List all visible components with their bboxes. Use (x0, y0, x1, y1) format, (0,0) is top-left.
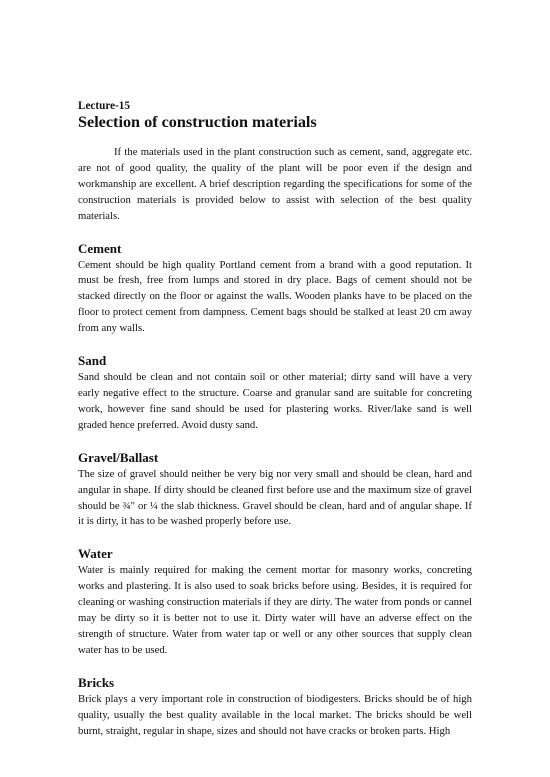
section-heading-water: Water (78, 546, 113, 562)
page-title: Selection of construction materials (78, 113, 317, 131)
section-body-gravel: The size of gravel should neither be very big nor very small and should be clean, hard and angular in shape. If dirty should be cleaned first before use and the maximum size of gravel should be ¾" or ¼ the slab thickness. Gravel should be clean, hard and of angular shape. If it is dirty, it has to be washed properly before use. (78, 467, 472, 528)
section-body-bricks: Brick plays a very important role in construction of biodigesters. Bricks should be of high quality, usually the best quality available in the local market. The bricks should be well burnt, straight, regular in shape, sizes and should not have cracks or broken parts. High (78, 692, 472, 737)
section-heading-gravel: Gravel/Ballast (78, 449, 159, 465)
intro-paragraph: If the materials used in the plant construction such as cement, sand, aggregate etc. are not of good quality, the quality of the plant will be poor even if the design and workmanship are excellent. A brief description regarding the specifications for some of the construction materials is provided below to assist with selection of the best quality materials. (78, 146, 472, 222)
lecture-label: Lecture-15 (78, 100, 130, 112)
section-body-sand: Sand should be clean and not contain soil or other material; dirty sand will have a very early negative effect to the structure. Coarse and granular sand are suitable for concreting work, however fine sand should be used for plastering works. River/lake sand is well graded hence preferred. Avoid dusty sand. (78, 371, 472, 431)
section-heading-sand: Sand (78, 353, 107, 369)
section-heading-cement: Cement (78, 240, 122, 256)
document-page (78, 100, 472, 739)
section-heading-bricks: Bricks (78, 674, 115, 690)
section-body-cement: Cement should be high quality Portland cement from a brand with a good reputation. It must be fresh, free from lumps and stored in dry place. Bags of cement should not be stacked directly on the floor or against the walls. Wooden planks have to be placed on the floor to protect cement from dampness. Cement bags should be stalked at least 20 cm away from any walls. (78, 258, 472, 335)
section-body-water: Water is mainly required for making the cement mortar for masonry works, concreting works and plastering. It is also used to soak bricks before using. Besides, it is required for cleaning or washing construction materials if they are dirty. The water from ponds or cannel may be dirty so it is better not to use it. Dirty water will have an adverse effect on the strength of structure. Water from water tap or well or any other sources that supply clean water has to be used. (78, 564, 472, 656)
